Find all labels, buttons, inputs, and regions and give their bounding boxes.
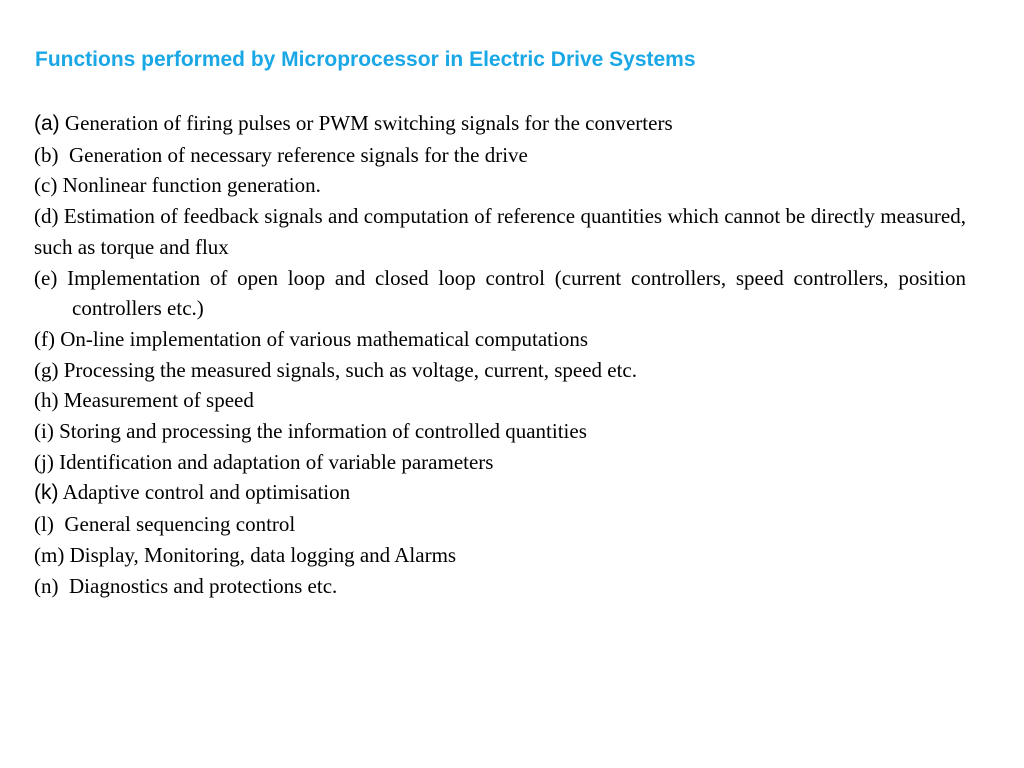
list-marker: (k) xyxy=(34,481,59,505)
functions-list xyxy=(34,108,966,601)
list-item-c xyxy=(34,170,966,201)
list-marker: (c) xyxy=(34,173,58,198)
list-item-text: Generation of necessary reference signals for the drive xyxy=(69,142,528,167)
list-marker: (e) xyxy=(34,265,58,290)
list-item-text: Display, Monitoring, data logging and Alarms xyxy=(69,542,457,567)
list-item-a xyxy=(34,108,966,140)
list-marker: (b) xyxy=(34,142,59,167)
list-item-m xyxy=(34,540,966,571)
list-marker: (f) xyxy=(34,326,55,351)
list-item-text: On-line implementation of various mathematical computations xyxy=(60,326,589,351)
list-item-j xyxy=(34,447,966,478)
list-item-b xyxy=(34,140,966,171)
list-item-text: Estimation of feedback signals and computation of reference quantities which cannot be directly measured, such as torque and flux xyxy=(34,204,966,259)
list-item-l xyxy=(34,509,966,540)
list-marker: (l) xyxy=(34,512,54,537)
list-item-text: Storing and processing the information of controlled quantities xyxy=(59,419,587,444)
list-item-text: Adaptive control and optimisation xyxy=(62,480,351,505)
list-item-h xyxy=(34,385,966,416)
list-marker: (n) xyxy=(34,573,59,598)
list-item-text: Measurement of speed xyxy=(63,388,254,413)
list-item-text: Identification and adaptation of variable parameters xyxy=(59,449,494,474)
list-item-k xyxy=(34,477,966,509)
list-item-i xyxy=(34,416,966,447)
slide-title: Functions performed by Microprocessor in Electric Drive Systems xyxy=(35,48,696,71)
list-item-d xyxy=(34,201,966,262)
list-item-g xyxy=(34,355,966,386)
list-item-text: Diagnostics and protections etc. xyxy=(69,573,338,598)
list-item-f xyxy=(34,324,966,355)
list-marker: (g) xyxy=(34,357,59,382)
list-item-text: Implementation of open loop and closed loop control (current controllers, speed controllers, position controllers etc.) xyxy=(67,265,967,321)
list-item-text: Processing the measured signals, such as voltage, current, speed etc. xyxy=(63,357,637,382)
list-item-e xyxy=(34,263,966,324)
list-item-n xyxy=(34,571,966,602)
list-item-text: General sequencing control xyxy=(64,512,296,537)
list-item-text: Generation of firing pulses or PWM switching signals for the converters xyxy=(64,111,673,135)
list-marker: (i) xyxy=(34,419,54,444)
list-marker: (d) xyxy=(34,204,59,229)
list-marker: (h) xyxy=(34,388,59,413)
list-marker: (a) xyxy=(34,112,60,135)
list-marker: (j) xyxy=(34,449,54,474)
list-item-text: Nonlinear function generation. xyxy=(62,173,321,198)
list-marker: (m) xyxy=(34,542,65,567)
